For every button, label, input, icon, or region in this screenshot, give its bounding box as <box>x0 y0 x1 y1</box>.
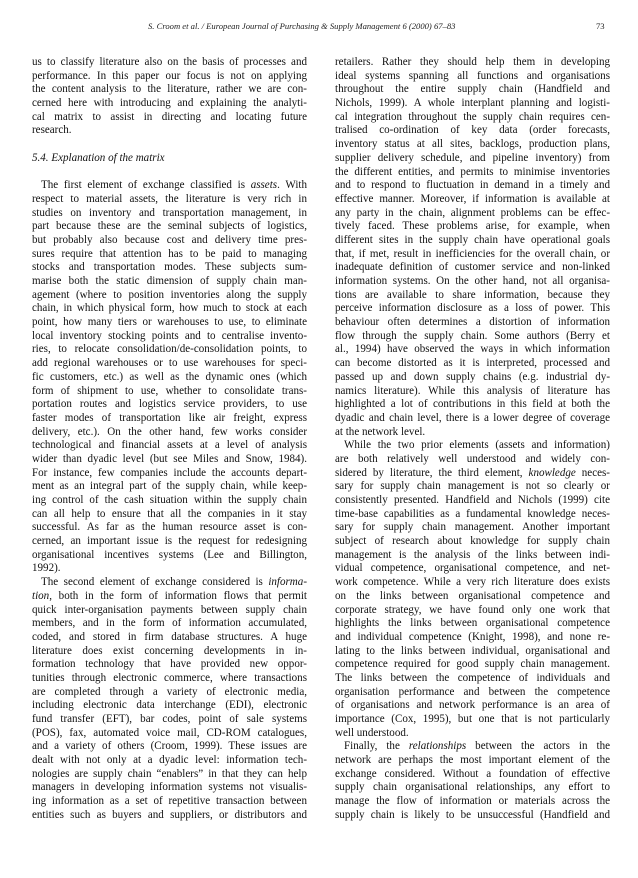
text-line: highlights the links between organisational competence <box>335 617 610 630</box>
text-line: including electronic data interchange (EDI), electronic <box>32 699 307 712</box>
text-line: part because these are the seminal subjects of logistics, <box>32 220 307 233</box>
text-line: form of shipment to use, whether to consolidate trans- <box>32 384 307 397</box>
text-line: cal integration throughout the supply chain requires cen- <box>335 110 610 123</box>
text-line: and a variety of others (Croom, 1999). These issues are <box>32 740 307 753</box>
text-line: cerned, an important issue is the request for redesigning <box>32 535 307 548</box>
blank-line <box>32 138 307 152</box>
text-line: organisation performance and between the competence <box>335 685 610 698</box>
text-line: dealt with not only at a dyadic level: information tech- <box>32 754 307 767</box>
blank-line <box>32 166 307 180</box>
text-line: management is the analysis of the links between indi- <box>335 548 610 561</box>
text-line: subject of research about knowledge for supply chain <box>335 535 610 548</box>
text-line: point, how many tiers or warehouses to use, to eliminate <box>32 316 307 329</box>
text-line: and to respond to fluctuation in demand in a timely and <box>335 179 610 192</box>
text-line: tions are available to share information, because they <box>335 288 610 301</box>
text-line: are completed through a variety of electronic media, <box>32 685 307 698</box>
text-line: The first element of exchange classified is assets. With <box>41 179 307 192</box>
text-line: highlighted a lot of contributions in this field at both the <box>335 398 610 411</box>
text-line: tunities through electronic commerce, where transactions <box>32 671 307 684</box>
text-line: chain, in which physical form, how much to stock at each <box>32 302 307 315</box>
text-line: quick inter-organisation payments between supply chain <box>32 603 307 616</box>
text-line: corporate strategy, we have found only one work that <box>335 603 610 616</box>
text-line: studies on inventory and transportation management, in <box>32 206 307 219</box>
text-line: wider than dyadic level (but see Miles and Snow, 1984). <box>32 452 307 465</box>
right-column <box>335 56 610 823</box>
text-line: of organisations and network performance is an area of <box>335 699 610 712</box>
text-line: local inventory stocking points and to centralise invento- <box>32 329 307 342</box>
text-line: fic customers, etc.) as well as the dynamic ones (which <box>32 370 307 383</box>
text-line: portation routes and logistics service providers, to use <box>32 398 307 411</box>
text-line: vidual competence, organisational competence, and net- <box>335 562 610 575</box>
text-line: that, if met, result in inefficiencies for the overall chain, or <box>335 247 610 260</box>
text-line: can all help to ensure that all the companies in it stay <box>32 507 307 520</box>
text-line: stocks and transportation modes. These subjects sum- <box>32 261 307 274</box>
text-line: cerned here with introducing and explaining the analyti- <box>32 97 307 110</box>
text-line: behaviour often determines a distortion of information <box>335 316 610 329</box>
text-line: consistently presented. Handfield and Nichols (1999) cite <box>335 494 610 506</box>
text-line: effective manner. Moreover, if information is available at <box>335 192 610 205</box>
left-column <box>32 56 307 823</box>
text-line: The second element of exchange considered is informa- <box>41 576 307 589</box>
text-line: supplier delivery schedule, and pipeline inventory) from <box>335 151 610 164</box>
text-line: throughout the entire supply chain (Handfield and <box>335 83 610 96</box>
text-line: different sites in the supply chain have operational goals <box>335 233 610 246</box>
text-line: passed up and down supply chains (e.g. industrial dy- <box>335 370 610 383</box>
text-line: delivery, etc.). On the other hand, few works consider <box>32 425 307 438</box>
text-line: sary for supply chain management. Another important <box>335 521 610 534</box>
text-line: technological and financial assets at a level of analysis <box>32 439 307 452</box>
text-line: tralised co-ordination of key data (order forecasts, <box>335 124 610 137</box>
text-line: add regional warehouses or to use warehouses for speci- <box>32 357 307 370</box>
running-head: S. Croom et al. / European Journal of Purchasing & Supply Management 6 (2000) 67–83 <box>148 21 456 31</box>
text-line: ing control of the cash situation within the supply chain <box>32 494 307 506</box>
text-line: at the network level. <box>335 425 426 438</box>
text-line: managers in developing information systems not visualis- <box>32 781 307 794</box>
text-line: nologies are supply chain “enablers” in that they can help <box>32 767 307 780</box>
text-line: sary for supply chain management is not so clearly or <box>335 480 610 493</box>
text-line: lating to the links between individual, organisational and <box>335 644 610 657</box>
text-line: marise both the static dimension of supply chain man- <box>32 275 307 287</box>
text-line: dyadic and chain level, there is a lower degree of coverage <box>335 411 610 424</box>
text-line: work competence. While a very rich literature does exists <box>335 576 610 589</box>
text-line: research. <box>32 124 72 137</box>
text-line: tion, both in the form of information flows that permit <box>32 589 307 602</box>
text-line: time-base capabilities as a fundamental knowledge neces- <box>335 507 610 520</box>
text-line: supply chain is likely to be unsuccessful (Handfield and <box>335 808 610 821</box>
text-line: can become distorted as it is interpreted, processed and <box>335 357 610 370</box>
text-line: the content analysis to the literature, rather we are con- <box>32 83 307 96</box>
text-line: perceive information disclosure as a loss of power. This <box>335 302 610 315</box>
text-line: flow through the supply chain. Some authors (Berry et <box>335 329 610 342</box>
text-line: inadequate definition of customer service and non-linked <box>335 261 610 274</box>
text-line: sidered by literature, the third element, knowledge neces- <box>335 466 610 479</box>
text-line: information systems. On the other hand, not all organisa- <box>335 275 610 287</box>
text-line: agement (where to position inventories along the supply <box>32 288 307 301</box>
text-line: organisational incentives systems (Lee and Billington, <box>32 548 307 561</box>
text-line: members, and in the form of information accumulated, <box>32 617 307 630</box>
text-line: entities such as buyers and suppliers, or distributors and <box>32 808 307 821</box>
text-line: retailers. Rather they should help them in developing <box>335 56 610 68</box>
text-line: competence required for good supply chain management. <box>335 658 610 671</box>
text-line: cal matrix to assist in directing and locating future <box>32 110 307 123</box>
text-line: sures require that attention has to be paid to managing <box>32 247 307 260</box>
text-line: formation technology that have provided new oppor- <box>32 658 307 671</box>
section-heading: 5.4. Explanation of the matrix <box>32 151 165 164</box>
text-line: ries, to relocate consolidation/de-consolidation points, to <box>32 343 307 356</box>
running-header <box>0 21 638 35</box>
text-line: (POS), fax, automated voice mail, CD-ROM catalogues, <box>32 726 307 739</box>
text-line: importance (Cox, 1995), but one that is not particularly <box>335 713 610 725</box>
text-line: manage the flow of information or materials across the <box>335 795 610 808</box>
text-line: 1992). <box>32 562 61 575</box>
text-line: Nichols, 1999). A whole interplant planning and logisti- <box>335 97 610 110</box>
text-line: namics literature). While this analysis of literature has <box>335 384 610 397</box>
text-line: literature does exist concerning developments in in- <box>32 644 307 657</box>
text-line: While the two prior elements (assets and information) <box>344 439 610 452</box>
text-line: on the links between organisational competence and <box>335 589 610 602</box>
text-line: ing information as a set of repetitive transaction between <box>32 795 307 808</box>
text-line: inventory status at all sites, backlogs, production plans, <box>335 138 610 151</box>
text-line: performance. In this paper our focus is not on applying <box>32 69 307 82</box>
text-line: ment as an integral part of the supply chain, while keep- <box>32 480 307 493</box>
text-line: faster modes of transportation like air freight, express <box>32 411 307 424</box>
text-line: well understood. <box>335 726 409 739</box>
text-line: supply chain organisational relationships, any effort to <box>335 781 610 794</box>
text-line: exchange considered. Without a foundation of effective <box>335 767 610 780</box>
text-line: fund transfer (EFT), bar codes, point of sale systems <box>32 713 307 725</box>
text-line: but probably also because cost and delivery time pres- <box>32 233 307 246</box>
text-line: ideal systems spanning all functions and organisations <box>335 69 610 82</box>
text-line: network are perhaps the most important element of the <box>335 754 610 767</box>
text-line: us to classify literature also on the basis of processes and <box>32 56 307 68</box>
page-number: 73 <box>596 21 605 31</box>
text-line: The links between the competence of individuals and <box>335 671 610 684</box>
text-line: Finally, the relationships between the actors in the <box>344 740 610 753</box>
text-line: are both relatively well understood and widely con- <box>335 452 610 465</box>
text-line: and individual competence (Knight, 1998), and none re- <box>335 630 610 643</box>
text-line: the different entities, and permits to minimise inventories <box>335 165 610 178</box>
text-line: respect to material assets, the literature is very rich in <box>32 192 307 205</box>
text-line: coded, and stored in firm database structures. A huge <box>32 630 307 643</box>
text-line: successful. As far as the human resource asset is con- <box>32 521 307 534</box>
text-line: tively faced. These problems arise, for example, when <box>335 220 610 233</box>
text-line: al., 1994) have observed the ways in which information <box>335 343 610 356</box>
text-line: any party in the chain, alignment problems can be effec- <box>335 206 610 219</box>
text-line: For instance, few companies include the accounts depart- <box>32 466 307 479</box>
